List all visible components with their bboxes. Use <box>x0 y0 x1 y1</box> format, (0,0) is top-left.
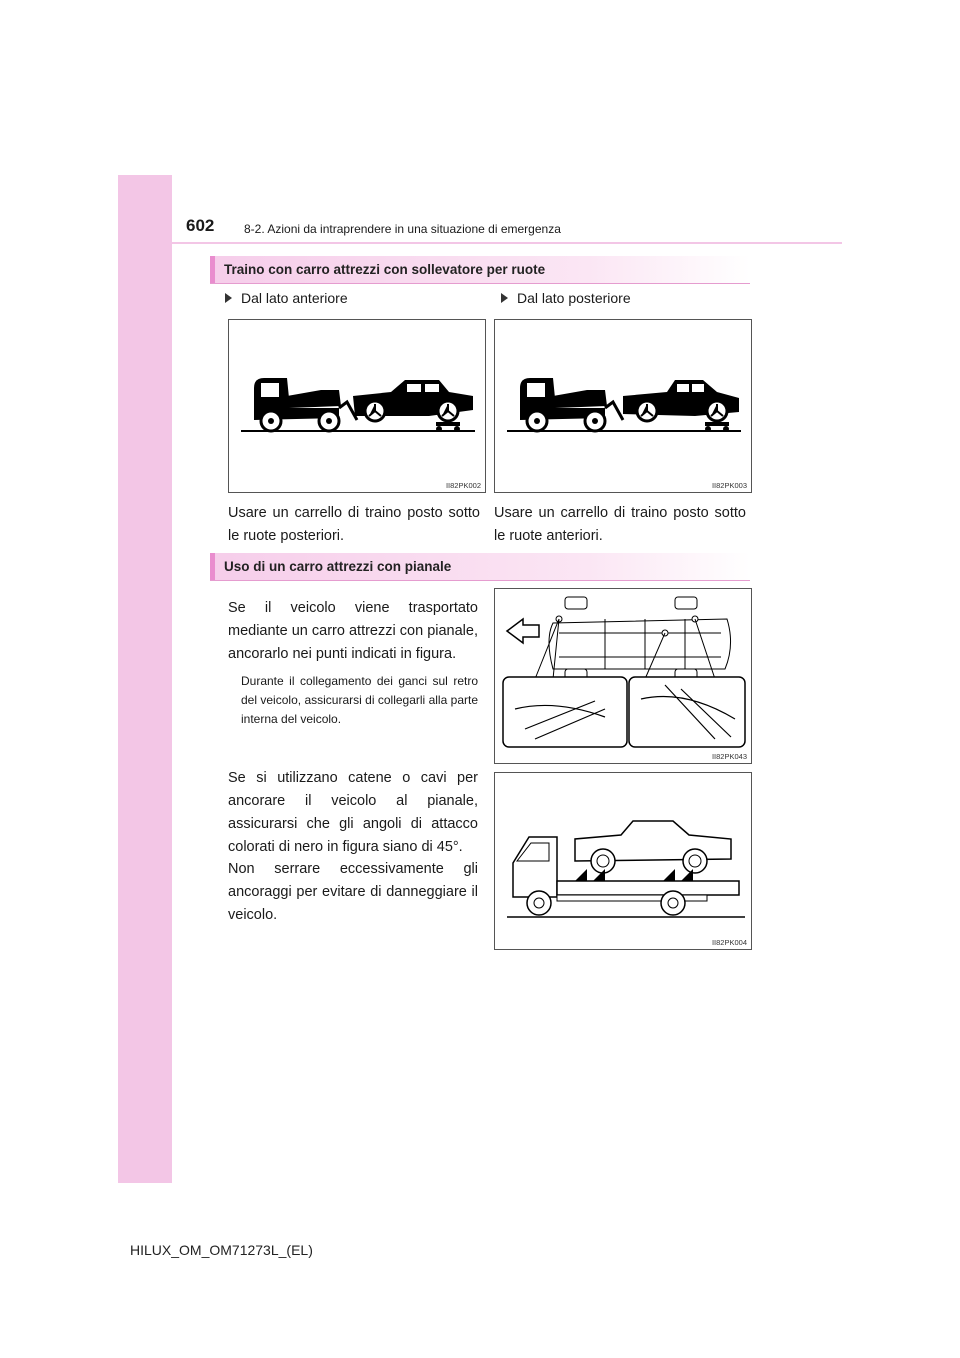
figure-code: II82PK003 <box>711 481 747 490</box>
tow-truck-front-illustration <box>229 320 485 492</box>
paragraph-tighten: Non serrare eccessivamente gli ancoraggi per evitare di danneggiare il veicolo. <box>228 861 478 923</box>
subheading-rear: Dal lato posteriore <box>501 290 631 306</box>
section-title: Traino con carro attrezzi con sollevatore per ruote <box>224 262 546 277</box>
triangle-bullet-icon <box>225 293 232 303</box>
chapter-header: 8-2. Azioni da intraprendere in una situazione di emergenza <box>244 222 561 236</box>
figure-rear-tow <box>494 319 752 493</box>
caption-rear: Usare un carrello di traino posto sotto le ruote anteriori. <box>494 505 746 544</box>
figure-code: II82PK043 <box>711 752 747 761</box>
figure-code: II82PK002 <box>445 481 481 490</box>
tow-truck-rear-illustration <box>495 320 751 492</box>
figure-anchor-points <box>494 588 752 764</box>
caption-front: Usare un carrello di traino posto sotto le ruote posteriori. <box>228 505 480 544</box>
paragraph-angle: Se si utilizzano catene o cavi per ancorare il veicolo al pianale, assicurarsi che gli angoli di attacco colorati di nero in figura siano di 45°. <box>228 770 478 855</box>
footer-doc-id: HILUX_OM_OM71273L_(EL) <box>130 1242 313 1258</box>
section-heading-flatbed <box>210 553 750 581</box>
triangle-bullet-icon <box>501 293 508 303</box>
chapter-tab-sidebar <box>118 175 172 1183</box>
paragraph-flatbed-intro: Se il veicolo viene trasportato mediante un carro attrezzi con pianale, ancorarlo nei punti indicati in figura. <box>228 600 478 662</box>
section-title: Uso di un carro attrezzi con pianale <box>224 559 452 574</box>
section-marker <box>210 256 215 283</box>
section-marker <box>210 553 215 580</box>
figure-code: II82PK004 <box>711 938 747 947</box>
chassis-anchor-illustration <box>495 589 751 763</box>
section-heading-wheel-lift <box>210 256 750 284</box>
figure-front-tow <box>228 319 486 493</box>
subheading-front: Dal lato anteriore <box>225 290 348 306</box>
figure-flatbed-truck <box>494 772 752 950</box>
flatbed-truck-illustration <box>495 773 751 949</box>
note-hooks: Durante il collegamento dei ganci sul retro del veicolo, assicurarsi di collegarli alla parte interna del veicolo. <box>241 674 478 726</box>
header-divider <box>118 242 842 244</box>
page-number: 602 <box>186 216 215 235</box>
